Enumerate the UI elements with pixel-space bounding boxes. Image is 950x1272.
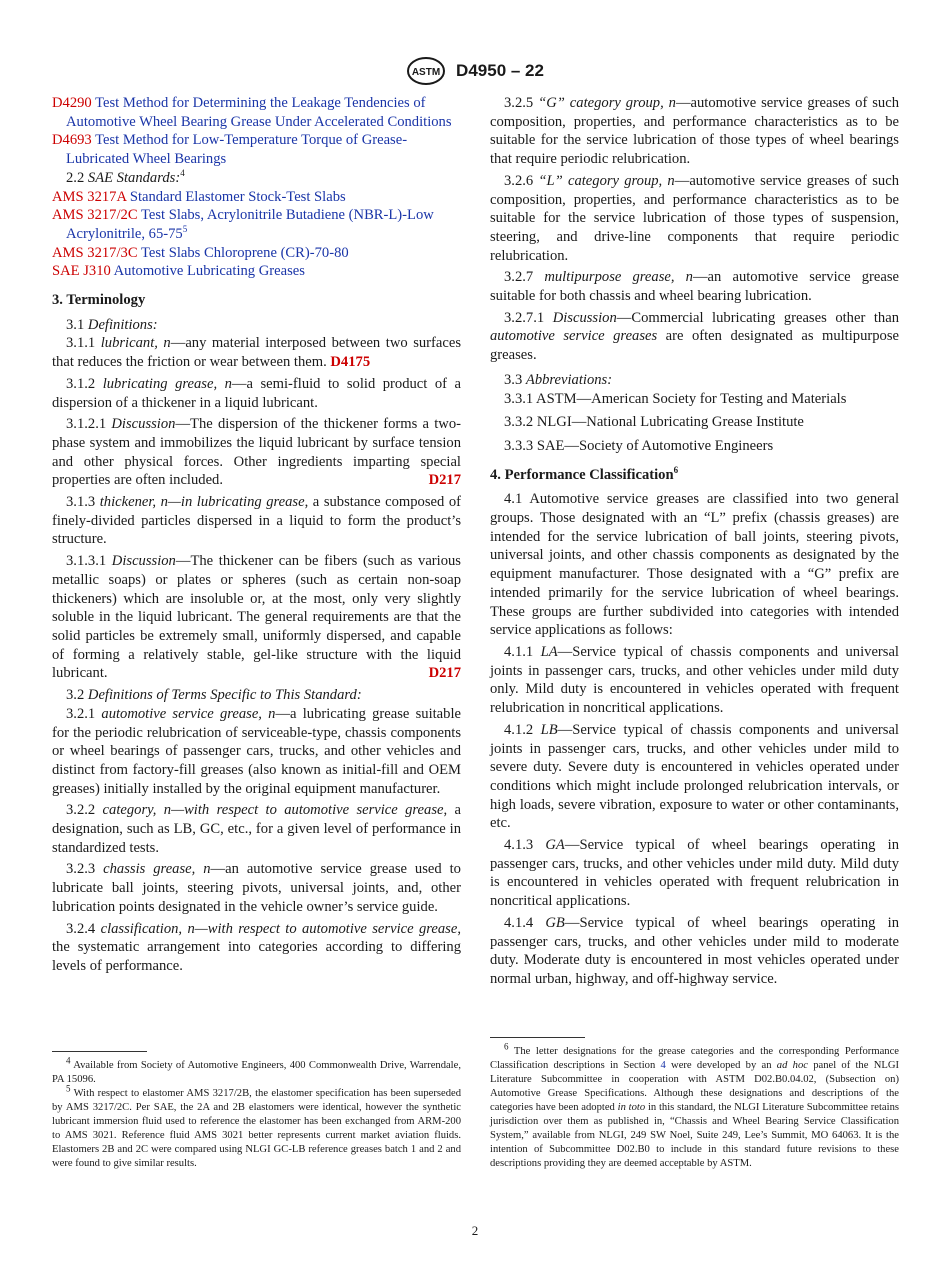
ref-id[interactable]: D4290 (52, 95, 92, 111)
paragraph-4-1-3: 4.1.3 GA—Service typical of wheel bearings operating in passenger cars, trucks, and other vehicles under mild duty. Mild duty is encountered in vehicles operated with frequent relubrication in noncritical applications. (490, 837, 899, 910)
footnote-ref[interactable]: 6 (673, 464, 679, 475)
footnote-4: $^4$ Available from Society of Automotive Engineers, 400 Commonwealth Drive, Warrendale, PA 15096. (52, 1055, 461, 1085)
footnote-divider (52, 1051, 147, 1052)
paragraph-3-2-4: 3.2.4 classification, n—with respect to automotive service grease, the systematic arrangement into categories according to differing levels of performance. (52, 920, 461, 974)
paragraph-3-2-7: 3.2.7 multipurpose grease, n—an automotive service grease suitable for both chassis and wheel bearing lubrication. (490, 269, 899, 305)
citation-d217[interactable]: D217 (428, 665, 461, 682)
paragraph-3-2-6: 3.2.6 “L” category group, n—automotive service greases of such composition, properties, and performance characteristics as to be suitable for the service lubrication of those types of suspension, steering, and drive-line components that require periodic relubrication. (490, 172, 899, 264)
reference-ams-3217-3c[interactable] (52, 244, 461, 263)
reference-sae-j310[interactable] (52, 262, 461, 281)
page-number: 2 (471, 1223, 479, 1238)
reference-ams-3217a[interactable] (52, 188, 461, 207)
ref-id[interactable]: AMS 3217A (52, 188, 127, 205)
citation-d4175[interactable]: D4175 (330, 354, 371, 371)
ref-title[interactable]: Test Method for Determining the Leakage Tendencies of Automotive Wheel Bearing Grease Under Accelerated Conditions (66, 95, 452, 130)
footnotes-right (490, 1041, 899, 1171)
document-code: D4950 – 22 (456, 61, 544, 80)
section-link[interactable]: 4 (660, 1060, 666, 1071)
ref-id[interactable]: SAE J310 (52, 263, 111, 280)
paragraph-3-2-7-1: 3.2.7.1 Discussion—Commercial lubricating greases other than automotive service greases are often designated as multipurpose greases. (490, 309, 899, 364)
paragraph-3-1-3-1: 3.1.3.1 Discussion—The thickener can be fibers (such as various metallic soaps) or plates or spheres (such as certain non-soap thickeners) which are insoluble or, at the most, only very slightly soluble in the liquid lubricant. The general requirements are that the solid particles be extremely small, uniformly dispersed, and capable of forming a relatively stable, gel-like structure with the liquid lubricant. D217 (52, 553, 461, 682)
paragraph-3-1-1: 3.1.1 lubricant, n—any material interposed between two surfaces that reduces the friction or wear between them. D4175 (52, 335, 461, 371)
paragraph-3-1-2-1: 3.1.2.1 Discussion—The dispersion of the thickener forms a two-phase system and immobilizes the liquid lubricant by surface tension and other physical forces. Other ingredients imparting special properties are often included. D217 (52, 416, 461, 489)
ref-title[interactable]: Test Slabs, Acrylonitrile Butadiene (NBR-L)-Low Acrylonitrile, 65-75 (66, 207, 434, 242)
citation-d217[interactable]: D217 (428, 472, 461, 489)
footnote-6: $^6$ The letter designations for the grease categories and the corresponding Performance Classification descriptions in Section 4 were developed by an ad hoc panel of the NLGI Literature Subcommittee in cooperation with ASTM D02.B0.04.02, (Subsection on) Automotive Grease Specifications. Although these designations and descriptions of the categories have been adopted in toto in this standard, the NLGI Literature Subcommittee retains jurisdiction over them as published in, “Chassis and Wheel Bearing Service Classification System,” available from NLGI, 249 SW Noel, Suite 249, Lee’s Summit, MO 64063. It is the intention of Subcommittee D02.B0 to include in this standard future revisions to these descriptions providing they are deemed acceptable by ASTM. (490, 1041, 899, 1169)
reference-d4290[interactable] (52, 94, 461, 131)
ref-title[interactable]: Automotive Lubricating Greases (113, 263, 305, 280)
svg-text:ASTM: ASTM (411, 67, 441, 78)
section-heading-performance-classification: 4. Performance Classification$^6$ (490, 464, 679, 483)
ref-id[interactable]: AMS 3217/2C (52, 207, 138, 224)
ref-title[interactable]: Test Method for Low-Temperature Torque of Grease-Lubricated Wheel Bearings (66, 132, 408, 168)
section-heading-terminology: 3. Terminology (52, 292, 146, 309)
paragraph-3-2-1: 3.2.1 automotive service grease, n—a lubricating grease suitable for the periodic relubrication of serviceable-type, chassis components or wheel bearings of passenger cars, trucks, and other vehicles and distinct from factory-fill greases (also known as initial-fill and OEM greases) initially installed by the original equipment manufacturer. (52, 705, 461, 797)
footnote-divider (490, 1037, 585, 1038)
paragraph-3-2-2: 3.2.2 category, n—with respect to automotive service grease, a designation, such as LB, GC, etc., for a given level of performance in standardized tests. (52, 802, 461, 856)
ref-id[interactable]: D4693 (52, 132, 92, 149)
paragraph-3-2: 3.2 Definitions of Terms Specific to This Standard: (66, 687, 362, 704)
footnote-5: $^5$ With respect to elastomer AMS 3217/2B, the elastomer specification has been superseded by AMS 3217/2C. Per SAE, the 2A and 2B elastomers were identical, however the synthetic lubricant immersion fluid used to reference the elastomer has been exchanged from ARM-200 to AMS 3021. Reference fluid AMS 3021 better represents current market aviation fluids. Elastomers 2B and 2C were compared using NLGI GC-LB reference greases batch 1 and 2 and were found to give similar results. (52, 1083, 461, 1169)
astm-logo-icon (406, 56, 446, 86)
paragraph-4-1-1: 4.1.1 LA—Service typical of chassis components and universal joints in passenger cars, trucks, and other vehicles under mild duty only. Mild duty is encountered in vehicles operated with frequent relubrication in noncritical applications. (490, 643, 899, 717)
ref-id[interactable]: AMS 3217/3C (52, 244, 138, 261)
left-column (52, 94, 461, 979)
abbreviation-nlgi: 3.3.2 NLGI—National Lubricating Grease Institute (504, 414, 804, 431)
paragraph-4-1: 4.1 Automotive service greases are classified into two general groups. Those designated with an “L” prefix (chassis greases) are intended for the service lubrication of ball joints, steering pivots, universal joints, and other chassis components as designated by the equipment manufacturer. Those designated with a “G” prefix are intended primarily for the service lubrication of wheel bearings. These groups are further subdivided into categories with intended service applications as follows: (490, 491, 899, 639)
abbreviation-sae: 3.3.3 SAE—Society of Automotive Engineers (504, 437, 774, 454)
abbreviation-astm: 3.3.1 ASTM—American Society for Testing and Materials (504, 390, 847, 407)
paragraph-3-3: 3.3 Abbreviations: (504, 371, 613, 388)
paragraph-3-2-3: 3.2.3 chassis grease, n—an automotive service grease used to lubricate ball joints, steering pivots, universal joints, and, other lubrication points designated in the vehicle owner’s service guide. (52, 861, 461, 915)
paragraph-3-2-5: 3.2.5 “G” category group, n—automotive service greases of such composition, properties, and performance characteristics as to be suitable for the service lubrication of those types of wheel bearings that require periodic relubrication. (490, 95, 899, 168)
ref-title[interactable]: Test Slabs Chloroprene (CR)-70-80 (140, 244, 349, 261)
footnote-ref[interactable]: 5 (182, 224, 188, 235)
ref-title[interactable]: Standard Elastomer Stock-Test Slabs (129, 188, 346, 205)
paragraph-3-1: 3.1 Definitions: (66, 316, 158, 333)
paragraph-3-1-2: 3.1.2 lubricating grease, n—a semi-fluid to solid product of a dispersion of a thickener in a liquid lubricant. (52, 375, 461, 411)
reference-d4693[interactable] (52, 131, 461, 168)
page-header (0, 56, 950, 86)
paragraph-3-1-3: 3.1.3 thickener, n—in lubricating grease, a substance composed of finely-divided particles dispersed in a liquid to form the product’s structure. (52, 494, 461, 548)
footnotes-left (52, 1055, 461, 1171)
sae-standards-heading: 2.2 SAE Standards:$^4$ (66, 167, 185, 186)
right-column (490, 94, 899, 992)
paragraph-4-1-4: 4.1.4 GB—Service typical of wheel bearings operating in passenger cars, trucks, and other vehicles under mild to moderate duty. Moderate duty is encountered in most vehicles operated under normal urban, highway, and off-highway service. (490, 914, 899, 987)
paragraph-4-1-2: 4.1.2 LB—Service typical of chassis components and universal joints in passenger cars, trucks, and other vehicles under mild to severe duty. Severe duty is encountered in vehicles operated under conditions which might include prolonged relubrication intervals, or high loads, severe vibration, exposure to water or other contaminants, etc. (490, 721, 899, 832)
reference-ams-3217-2c[interactable] (52, 206, 461, 243)
